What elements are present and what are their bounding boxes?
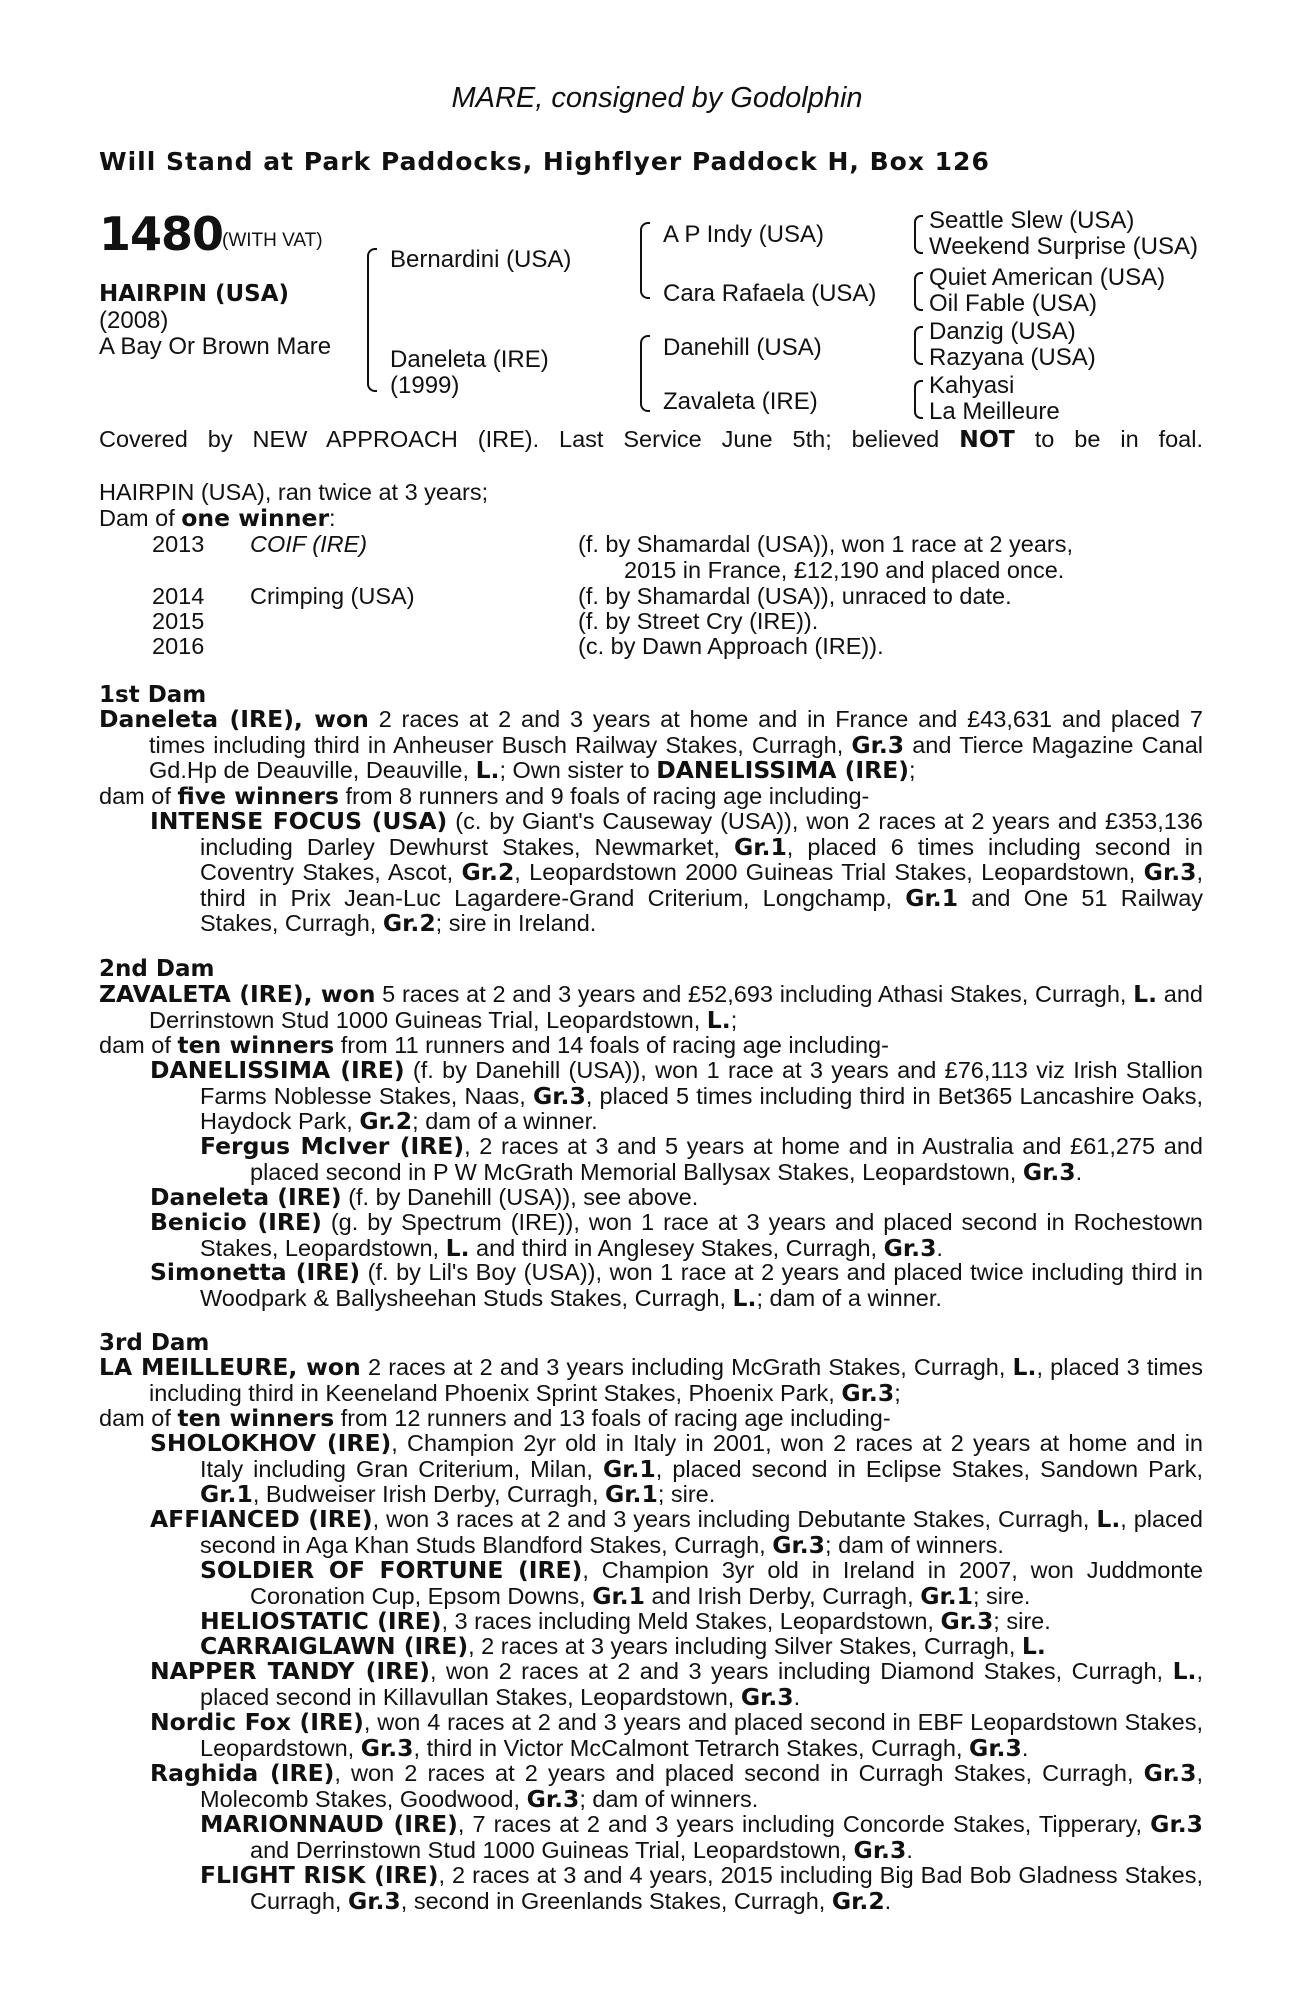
listed: L. bbox=[1133, 980, 1158, 1008]
third-dam-text: 2 races at 2 and 3 years including McGrath Stakes, Curragh, bbox=[360, 1354, 1013, 1380]
offspring-text: . bbox=[884, 1887, 892, 1914]
listed: L. bbox=[732, 1283, 757, 1312]
offspring-name: FLIGHT RISK (IRE) bbox=[200, 1861, 439, 1889]
offspring-text: . bbox=[906, 1836, 913, 1863]
horse-year: (2008) bbox=[99, 307, 169, 334]
offspring-text: , Budweiser Irish Derby, Curragh, bbox=[252, 1481, 606, 1507]
second-dam-grandoffspring-1 bbox=[200, 1134, 1203, 1185]
offspring-name: Raghida (IRE) bbox=[150, 1759, 335, 1787]
dam-of-text: dam of bbox=[99, 1405, 178, 1431]
grade: Gr.1 bbox=[602, 1454, 656, 1483]
offspring-text: . bbox=[936, 1234, 943, 1261]
pedigree-sire: Bernardini (USA) bbox=[390, 246, 572, 273]
third-dam-heading: 3rd Dam bbox=[99, 1330, 210, 1356]
third-dam-offspring-3 bbox=[150, 1659, 1203, 1710]
offspring-text: , 7 races at 2 and 3 years including Concorde Stakes, Tipperary, bbox=[457, 1811, 1151, 1837]
dam-of-text: dam of bbox=[99, 783, 178, 809]
offspring-text: and Irish Derby, Curragh, bbox=[645, 1582, 921, 1609]
offspring-text: , Champion 2yr old in Italy in 2001, won 2 races at 2 years at home and in Italy including Gran Criterium, Milan, bbox=[200, 1430, 1203, 1482]
pedigree-sds: Quiet American (USA) bbox=[929, 264, 1166, 291]
pedigree-brace-3b bbox=[914, 272, 923, 311]
offspring-text: , won 2 races at 2 and 3 years including Diamond Stakes, Curragh, bbox=[429, 1658, 1173, 1684]
dam-of-winners: one winner bbox=[181, 504, 330, 532]
pedigree-sire-sire: A P Indy (USA) bbox=[663, 221, 824, 248]
offspring-text: , placed second in Killavullan Stakes, Leopardstown, bbox=[200, 1658, 1203, 1710]
grade: Gr.3 bbox=[940, 1607, 994, 1635]
grade: Gr.1 bbox=[592, 1581, 646, 1610]
offspring-text: (f. by Danehill (USA)), won 1 race at 3 years and £76,113 viz Irish Stallion Farms Noblesse Stakes, Naas, bbox=[200, 1057, 1203, 1109]
first-dam-text: ; Own sister to bbox=[499, 757, 657, 783]
offspring-text: , won 3 races at 2 and 3 years including Debutante Stakes, Curragh, bbox=[372, 1506, 1097, 1532]
offspring-text: ; dam of winners. bbox=[579, 1785, 759, 1812]
pedigree-sss: Seattle Slew (USA) bbox=[929, 207, 1135, 234]
offspring-text: and One 51 Railway Stakes, Curragh, bbox=[200, 884, 1204, 936]
offspring-text: (f. by Lil's Boy (USA)), won 1 race at 2 years and placed twice including third in Woodpark & Ballysheehan Studs Stakes, Curragh, bbox=[200, 1259, 1203, 1311]
pedigree-brace-3c bbox=[914, 326, 923, 365]
produce-year: 2013 bbox=[152, 531, 205, 557]
first-dam-text: and Tierce Magazine Canal Gd.Hp de Deauville, Deauville, bbox=[149, 731, 1203, 783]
offspring-name: CARRAIGLAWN (IRE) bbox=[200, 1632, 469, 1660]
dam-of-winners: ten winners bbox=[177, 1031, 335, 1059]
grade: Gr.3 bbox=[1143, 1759, 1197, 1787]
grade: Gr.2 bbox=[461, 858, 515, 886]
second-dam-paragraph bbox=[99, 982, 1203, 1033]
third-dam-grandoffspring-2 bbox=[200, 1609, 1051, 1635]
offspring-text: , Molecomb Stakes, Goodwood, bbox=[200, 1760, 1203, 1812]
grade: Gr.3 bbox=[772, 1530, 826, 1559]
grade: Gr.3 bbox=[1143, 858, 1197, 886]
third-dam-name: LA MEILLEURE, won bbox=[99, 1353, 361, 1381]
offspring-text: ; sire. bbox=[657, 1481, 716, 1507]
offspring-text: ; dam of a winner. bbox=[756, 1284, 942, 1311]
grade: Gr.3 bbox=[533, 1081, 586, 1110]
third-dam-offspring-5 bbox=[150, 1761, 1203, 1812]
grade: Gr.3 bbox=[853, 1835, 907, 1864]
offspring-text: , 3 races including Meld Stakes, Leopardstown, bbox=[441, 1608, 941, 1634]
pedigree-ddd: La Meilleure bbox=[929, 398, 1060, 425]
offspring-name: Fergus McIver (IRE) bbox=[200, 1132, 465, 1160]
third-dam-grandoffspring-1 bbox=[200, 1558, 1203, 1609]
offspring-text: , third in Victor McCalmont Tetrarch Stakes, Curragh, bbox=[413, 1734, 970, 1761]
offspring-text: ; sire. bbox=[993, 1608, 1051, 1634]
produce-desc: (f. by Shamardal (USA)), won 1 race at 2 years, bbox=[578, 531, 1073, 557]
offspring-text: , 2 races at 3 and 4 years, 2015 including Big Bad Bob Gladness Stakes, Curragh, bbox=[250, 1862, 1203, 1914]
offspring-text: . bbox=[793, 1683, 801, 1710]
listed: L. bbox=[445, 1233, 470, 1262]
sister-name: DANELISSIMA (IRE) bbox=[656, 756, 909, 784]
offspring-text: (f. by Danehill (USA)), see above. bbox=[341, 1184, 699, 1210]
dam-of-winners: five winners bbox=[177, 782, 339, 810]
dam-of-winners: ten winners bbox=[177, 1404, 335, 1432]
produce-desc: (c. by Dawn Approach (IRE)). bbox=[578, 633, 884, 659]
second-dam-text: 5 races at 2 and 3 years and £52,693 including Athasi Stakes, Curragh, bbox=[375, 981, 1134, 1007]
offspring-text: and Derrinstown Stud 1000 Guineas Trial, Leopardstown, bbox=[250, 1836, 854, 1863]
listed: L. bbox=[706, 1005, 731, 1034]
offspring-text: , placed 5 times including third in Bet365 Lancashire Oaks, Haydock Park, bbox=[200, 1082, 1203, 1134]
grade: Gr.3 bbox=[360, 1733, 414, 1762]
pedigree-dss: Danzig (USA) bbox=[929, 318, 1076, 345]
third-dam-grandoffspring-5 bbox=[200, 1863, 1203, 1914]
pedigree-brace-dam bbox=[640, 335, 650, 412]
covered-text: Covered by NEW APPROACH (IRE). Last Service June 5th; believed bbox=[99, 426, 960, 452]
third-dam-text: ; bbox=[894, 1379, 901, 1406]
grade: Gr.1 bbox=[200, 1480, 253, 1508]
first-dam-text: ; bbox=[909, 757, 916, 783]
offspring-text: ; sire. bbox=[973, 1582, 1031, 1609]
offspring-text: and third in Anglesey Stakes, Curragh, bbox=[469, 1234, 884, 1261]
offspring-text: ; dam of a winner. bbox=[412, 1108, 598, 1134]
grade: Gr.3 bbox=[851, 730, 905, 759]
pedigree-dam: Daneleta (IRE) bbox=[390, 346, 549, 373]
produce-intro: HAIRPIN (USA), ran twice at 3 years; bbox=[99, 479, 489, 505]
third-dam-offspring-1 bbox=[150, 1431, 1203, 1508]
offspring-name: MARIONNAUD (IRE) bbox=[200, 1810, 458, 1838]
offspring-text: , 2 races at 3 years including Silver Stakes, Curragh, bbox=[468, 1633, 1022, 1659]
second-dam-offspring-1 bbox=[150, 1058, 1203, 1135]
pedigree-sire-dam: Cara Rafaela (USA) bbox=[663, 280, 877, 307]
pedigree-dam-year: (1999) bbox=[390, 372, 460, 399]
offspring-text: , placed second in Aga Khan Studs Blandford Stakes, Curragh, bbox=[200, 1506, 1203, 1558]
covered-text-end: to be in foal. bbox=[1014, 426, 1203, 452]
offspring-name: Nordic Fox (IRE) bbox=[150, 1708, 364, 1736]
grade: Gr.3 bbox=[526, 1784, 580, 1813]
pedigree-dds: Kahyasi bbox=[929, 372, 1015, 399]
produce-desc: (f. by Street Cry (IRE)). bbox=[578, 608, 819, 634]
offspring-text: , Leopardstown 2000 Guineas Trial Stakes, Leopardstown, bbox=[514, 859, 1144, 885]
third-dam-grandoffspring-4 bbox=[200, 1812, 1203, 1863]
offspring-name: Benicio (IRE) bbox=[150, 1208, 322, 1236]
grade: Gr.3 bbox=[969, 1733, 1022, 1762]
pedigree-brace-3a bbox=[914, 215, 923, 254]
grade: Gr.3 bbox=[740, 1682, 794, 1711]
dam-of-text: from 8 runners and 9 foals of racing age including- bbox=[338, 783, 870, 809]
offspring-name: Simonetta (IRE) bbox=[150, 1258, 361, 1286]
first-dam-text: 2 races at 2 and 3 years at home and in France and £43,631 and placed 7 times including third in Anheuser Busch Railway Stakes, Curragh, bbox=[149, 706, 1203, 758]
produce-name: COIF (IRE) bbox=[250, 531, 368, 557]
dam-of-text: from 12 runners and 13 foals of racing age including- bbox=[334, 1405, 891, 1431]
offspring-text: ; sire in Ireland. bbox=[435, 910, 597, 936]
second-dam-text: and Derrinstown Stud 1000 Guineas Trial, Leopardstown, bbox=[149, 981, 1203, 1033]
grade: Gr.2 bbox=[831, 1886, 885, 1915]
first-dam-heading: 1st Dam bbox=[99, 682, 207, 708]
listed: L. bbox=[1096, 1505, 1121, 1533]
consignor-title: MARE, consigned by Godolphin bbox=[451, 82, 863, 114]
grade: Gr.3 bbox=[347, 1886, 401, 1915]
listed: L. bbox=[475, 756, 500, 784]
second-dam-produce-summary bbox=[99, 1033, 889, 1059]
horse-name: HAIRPIN (USA) bbox=[99, 281, 290, 307]
horse-description: A Bay Or Brown Mare bbox=[99, 333, 332, 360]
covered-note bbox=[99, 425, 1203, 453]
produce-desc-cont: 2015 in France, £12,190 and placed once. bbox=[624, 557, 1065, 583]
grade: Gr.3 bbox=[841, 1378, 895, 1407]
third-dam-offspring-4 bbox=[150, 1710, 1203, 1761]
pedigree-dam-dam: Zavaleta (IRE) bbox=[663, 388, 818, 415]
listed: L. bbox=[1021, 1632, 1046, 1660]
vat-note: (WITH VAT) bbox=[222, 230, 323, 251]
offspring-text: (g. by Spectrum (IRE)), won 1 race at 3 years and placed second in Rochestown Stakes, Leopardstown, bbox=[200, 1209, 1203, 1261]
pedigree-dam-sire: Danehill (USA) bbox=[663, 334, 822, 361]
grade: Gr.3 bbox=[883, 1233, 937, 1262]
offspring-text: , third in Prix Jean-Luc Lagardere-Grand Criterium, Longchamp, bbox=[200, 859, 1204, 911]
offspring-text: , second in Greenlands Stakes, Curragh, bbox=[400, 1887, 832, 1914]
offspring-text: (c. by Giant's Causeway (USA)), won 2 races at 2 years and £353,136 including Darley Dewhurst Stakes, Newmarket, bbox=[200, 808, 1203, 860]
offspring-text: ; dam of winners. bbox=[825, 1531, 1004, 1558]
offspring-text: , placed second in Eclipse Stakes, Sandown Park, bbox=[655, 1455, 1203, 1482]
offspring-name: INTENSE FOCUS (USA) bbox=[150, 807, 448, 835]
produce-year: 2016 bbox=[152, 633, 205, 659]
first-dam-name: Daneleta (IRE), won bbox=[99, 705, 369, 733]
third-dam-produce-summary bbox=[99, 1406, 891, 1432]
pedigree-brace-gen1 bbox=[367, 248, 377, 392]
offspring-name: SOLDIER OF FORTUNE (IRE) bbox=[200, 1556, 583, 1584]
second-dam-text: ; bbox=[730, 1006, 738, 1033]
pedigree-sdd: Oil Fable (USA) bbox=[929, 290, 1098, 317]
produce-dam-of bbox=[99, 506, 336, 532]
second-dam-offspring-2 bbox=[150, 1185, 1203, 1211]
stand-location: Will Stand at Park Paddocks, Highflyer Paddock H, Box 126 bbox=[99, 147, 990, 176]
offspring-text: , won 2 races at 2 years and placed second in Curragh Stakes, Curragh, bbox=[334, 1760, 1144, 1786]
offspring-text: , Champion 3yr old in Ireland in 2007, won Juddmonte Coronation Cup, Epsom Downs, bbox=[250, 1557, 1203, 1609]
grade: Gr.2 bbox=[382, 909, 436, 937]
grade: Gr.3 bbox=[1150, 1810, 1203, 1838]
offspring-name: HELIOSTATIC (IRE) bbox=[200, 1607, 442, 1635]
second-dam-offspring-3 bbox=[150, 1210, 1203, 1261]
offspring-name: DANELISSIMA (IRE) bbox=[150, 1056, 405, 1084]
pedigree-brace-3d bbox=[914, 380, 923, 419]
dam-of-colon: : bbox=[329, 505, 336, 531]
grade: Gr.3 bbox=[1022, 1157, 1076, 1186]
offspring-name: NAPPER TANDY (IRE) bbox=[150, 1657, 430, 1685]
third-dam-text: , placed 3 times including third in Keeneland Phoenix Sprint Stakes, Phoenix Park, bbox=[149, 1354, 1203, 1406]
offspring-name: AFFIANCED (IRE) bbox=[150, 1505, 373, 1533]
offspring-text: , won 4 races at 2 and 3 years and placed second in EBF Leopardstown Stakes, Leopardstown, bbox=[200, 1709, 1203, 1761]
first-dam-offspring bbox=[150, 809, 1203, 937]
offspring-text: , 2 races at 3 and 5 years at home and in Australia and £61,275 and placed second in P W McGrath Memorial Ballysax Stakes, Leopardstown, bbox=[250, 1133, 1203, 1185]
listed: L. bbox=[1172, 1657, 1197, 1685]
produce-name: Crimping (USA) bbox=[250, 583, 415, 609]
pedigree-ssd: Weekend Surprise (USA) bbox=[929, 233, 1198, 260]
listed: L. bbox=[1012, 1353, 1037, 1381]
offspring-name: Daneleta (IRE) bbox=[150, 1183, 342, 1211]
lot-number: 1480 bbox=[99, 207, 224, 261]
dam-of-text: dam of bbox=[99, 1032, 178, 1058]
offspring-name: SHOLOKHOV (IRE) bbox=[150, 1429, 392, 1457]
third-dam-offspring-2 bbox=[150, 1507, 1203, 1558]
second-dam-offspring-4 bbox=[150, 1260, 1203, 1311]
offspring-text: . bbox=[1021, 1734, 1029, 1761]
covered-not: NOT bbox=[959, 425, 1015, 453]
second-dam-name: ZAVALETA (IRE), won bbox=[99, 980, 376, 1008]
first-dam-paragraph bbox=[99, 707, 1203, 784]
second-dam-heading: 2nd Dam bbox=[99, 956, 215, 982]
grade: Gr.2 bbox=[359, 1107, 413, 1135]
dam-of-text: Dam of bbox=[99, 505, 182, 531]
grade: Gr.1 bbox=[920, 1581, 973, 1610]
grade: Gr.1 bbox=[605, 1480, 658, 1508]
third-dam-paragraph bbox=[99, 1355, 1203, 1406]
offspring-text: , placed 6 times including second in Coventry Stakes, Ascot, bbox=[200, 833, 1203, 885]
third-dam-grandoffspring-3 bbox=[200, 1634, 1046, 1660]
produce-year: 2015 bbox=[152, 608, 205, 634]
pedigree-brace-sire bbox=[640, 222, 650, 299]
offspring-text: . bbox=[1075, 1158, 1083, 1185]
produce-desc: (f. by Shamardal (USA)), unraced to date. bbox=[578, 583, 1012, 609]
produce-year: 2014 bbox=[152, 583, 205, 609]
first-dam-produce-summary bbox=[99, 784, 869, 810]
dam-of-text: from 11 runners and 14 foals of racing age including- bbox=[334, 1032, 889, 1058]
pedigree-dsd: Razyana (USA) bbox=[929, 344, 1096, 371]
grade: Gr.1 bbox=[905, 883, 959, 912]
grade: Gr.1 bbox=[733, 832, 787, 861]
